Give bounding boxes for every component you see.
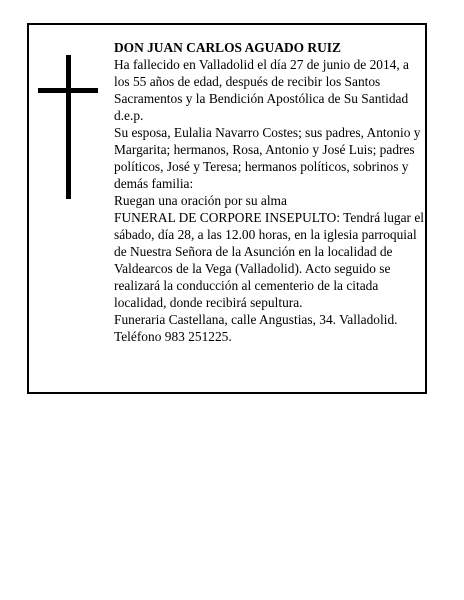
cross-vertical-bar <box>66 55 71 199</box>
family-list: Su esposa, Eulalia Navarro Costes; sus padres, Antonio y Margarita; hermanos, Rosa, Antonio y José Luis; padres políticos, José y Teresa; hermanos políticos, sobrinos y demás familia: <box>114 125 421 191</box>
phone-number: Teléfono 983 251225. <box>114 329 232 344</box>
rip-text: d.e.p. <box>114 108 144 123</box>
cross-icon <box>38 55 98 199</box>
notice-body <box>114 39 426 345</box>
obituary-notice <box>27 23 427 394</box>
funeral-details: FUNERAL DE CORPORE INSEPULTO: Tendrá lugar el sábado, día 28, a las 12.00 horas, en la iglesia parroquial de Nuestra Señora de la Asunción en la localidad de Valdearcos de la Vega (Valladolid). Acto seguido se realizará la conducción al cementerio de la citada localidad, donde recibirá sepultura. <box>114 210 425 310</box>
funeral-home: Funeraria Castellana, calle Angustias, 34. Valladolid. <box>114 312 398 327</box>
death-statement: Ha fallecido en Valladolid el día 27 de junio de 2014, a los 55 años de edad, después de recibir los Santos Sacramentos y la Bendición Apostólica de Su Santidad <box>114 57 410 106</box>
cross-horizontal-bar <box>38 88 98 93</box>
deceased-name: DON JUAN CARLOS AGUADO RUIZ <box>114 40 341 55</box>
prayer-request: Ruegan una oración por su alma <box>114 193 287 208</box>
